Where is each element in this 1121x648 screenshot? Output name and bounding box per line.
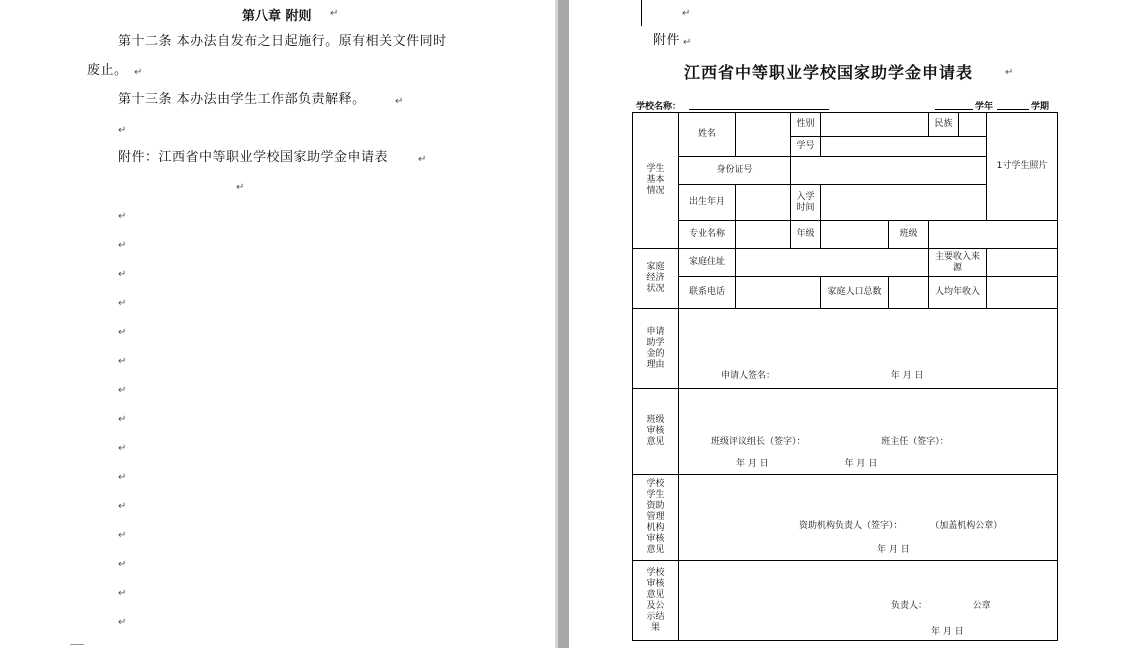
school-review-date: 年 月 日 [931, 627, 964, 637]
paragraph-mark: ↵ [330, 8, 339, 19]
applicant-date: 年 月 日 [890, 371, 924, 381]
income-source-value[interactable] [987, 249, 1058, 277]
class-review-field[interactable] [679, 389, 1058, 475]
id-number-label: 身份证号 [679, 157, 791, 185]
phone-label: 联系电话 [679, 277, 736, 309]
birth-value[interactable] [736, 185, 791, 221]
student-id-value[interactable] [821, 137, 987, 157]
home-address-value[interactable] [736, 249, 929, 277]
paragraph-mark: ↵ [134, 67, 143, 78]
paragraph-mark: ↵ [118, 472, 127, 483]
paragraph-mark: ↵ [118, 414, 127, 425]
home-address-label: 家庭住址 [679, 249, 736, 277]
school-review-field[interactable] [679, 561, 1058, 641]
form-title: 江西省中等职业学校国家助学金申请表 [684, 63, 974, 82]
ethnicity-value[interactable] [959, 113, 987, 137]
official-seal: 公章 [972, 601, 991, 611]
section-school-review: 学校审核意见及公示结果 [633, 561, 679, 641]
document-page-left[interactable] [0, 0, 555, 648]
class-review-date-1: 年 月 日 [736, 459, 769, 469]
text-cursor-line [641, 0, 642, 26]
enroll-value[interactable] [821, 185, 987, 221]
paragraph-mark: ↵ [683, 37, 692, 48]
article-12-line2: 废止。 [87, 63, 128, 78]
paragraph-mark: ↵ [118, 327, 127, 338]
gender-value[interactable] [821, 113, 929, 137]
paragraph-mark: ↵ [118, 617, 127, 628]
section-class-review: 班级审核意见 [633, 389, 679, 475]
section-family-finance: 家庭经济状况 [633, 249, 679, 309]
paragraph-mark: ↵ [118, 356, 127, 367]
paragraph-mark: ↵ [395, 96, 404, 107]
id-number-value[interactable] [791, 157, 987, 185]
enroll-label: 入学时间 [791, 185, 821, 221]
attachment-label: 附件 [653, 33, 681, 48]
aid-office-field[interactable] [679, 475, 1058, 561]
margin-marker [70, 644, 84, 645]
household-size-label: 家庭人口总数 [821, 277, 889, 309]
major-value[interactable] [736, 221, 791, 249]
responsible-signature: 负责人： [891, 601, 928, 611]
chapter-heading: 第八章 附则 [242, 9, 312, 24]
head-teacher-signature: 班主任（签字）： [881, 437, 949, 447]
income-source-label: 主要收入来源 [929, 249, 987, 277]
paragraph-mark: ↵ [118, 588, 127, 599]
section-basic-info: 学生基本情况 [633, 113, 679, 249]
application-form-table [632, 112, 1058, 641]
aid-seal: （加盖机构公章） [930, 521, 1003, 531]
semester-underline[interactable] [997, 109, 1029, 110]
per-capita-income-value[interactable] [987, 277, 1058, 309]
class-label: 班级 [889, 221, 929, 249]
school-name-underline[interactable] [689, 109, 829, 110]
reason-field[interactable] [679, 309, 1058, 389]
paragraph-mark: ↵ [118, 269, 127, 280]
paragraph-mark: ↵ [118, 125, 127, 136]
student-id-label: 学号 [791, 137, 821, 157]
ethnicity-label: 民族 [929, 113, 959, 137]
applicant-signature-label: 申请人签名： [721, 371, 776, 381]
paragraph-mark: ↵ [418, 154, 427, 165]
household-size-value[interactable] [889, 277, 929, 309]
semester-label: 学期 [1031, 102, 1050, 112]
paragraph-mark: ↵ [118, 501, 127, 512]
school-year-underline[interactable] [935, 109, 973, 110]
school-year-label: 学年 [975, 102, 994, 112]
paragraph-mark: ↵ [118, 530, 127, 541]
paragraph-mark: ↵ [236, 182, 245, 193]
grade-value[interactable] [821, 221, 889, 249]
paragraph-mark: ↵ [118, 559, 127, 570]
paragraph-mark: ↵ [118, 240, 127, 251]
name-label: 姓名 [679, 113, 736, 157]
paragraph-mark: ↵ [118, 298, 127, 309]
paragraph-mark: ↵ [118, 211, 127, 222]
class-committee-signature: 班级评议组长（签字）： [711, 437, 806, 447]
name-value[interactable] [736, 113, 791, 157]
section-reason: 申请助学金的理由 [633, 309, 679, 389]
aid-head-signature: 资助机构负责人（签字）： [799, 521, 903, 531]
gender-label: 性别 [791, 113, 821, 137]
attachment-line: 附件：江西省中等职业学校国家助学金申请表 [118, 150, 389, 165]
document-page-right[interactable] [569, 0, 1121, 648]
section-aid-office: 学校学生资助管理机构审核意见 [633, 475, 679, 561]
paragraph-mark: ↵ [118, 385, 127, 396]
school-name-label: 学校名称： [636, 102, 682, 112]
paragraph-mark: ↵ [118, 443, 127, 454]
article-13: 第十三条 本办法由学生工作部负责解释。 [118, 92, 366, 107]
article-12-line1: 第十二条 本办法自发布之日起施行。原有相关文件同时 [118, 34, 447, 49]
grade-label: 年级 [791, 221, 821, 249]
class-value[interactable] [929, 221, 1058, 249]
class-review-date-2: 年 月 日 [844, 459, 878, 469]
paragraph-mark: ↵ [1005, 67, 1014, 78]
phone-value[interactable] [736, 277, 821, 309]
page-gap [558, 0, 569, 648]
paragraph-mark: ↵ [682, 8, 691, 19]
major-label: 专业名称 [679, 221, 736, 249]
photo-box[interactable]: 1寸学生照片 [987, 113, 1058, 221]
birth-label: 出生年月 [679, 185, 736, 221]
per-capita-income-label: 人均年收入 [929, 277, 987, 309]
aid-office-date: 年 月 日 [877, 545, 910, 555]
